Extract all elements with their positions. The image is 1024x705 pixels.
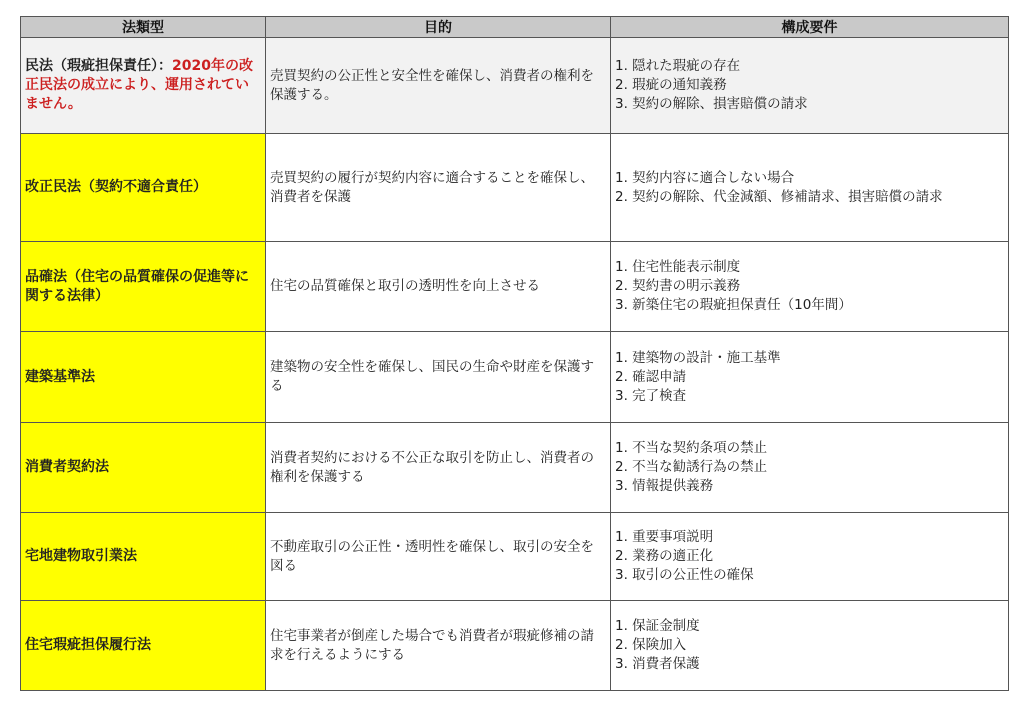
purpose-cell[interactable]: 消費者契約における不公正な取引を防止し、消費者の権利を保護する bbox=[266, 423, 611, 513]
law-type-cell[interactable]: 建築基準法 bbox=[21, 332, 266, 423]
requirement-item: 1. 保証金制度 bbox=[615, 618, 700, 634]
header-law-type: 法類型 bbox=[21, 17, 266, 38]
header-purpose: 目的 bbox=[266, 17, 611, 38]
requirements-cell[interactable] bbox=[611, 601, 1009, 691]
requirements-cell[interactable] bbox=[611, 242, 1009, 332]
requirement-item: 3. 完了検査 bbox=[615, 387, 687, 404]
requirement-item: 3. 新築住宅の瑕疵担保責任（10年間） bbox=[615, 297, 852, 313]
table-row bbox=[21, 332, 1009, 423]
table-row bbox=[21, 423, 1009, 513]
law-status-note: 2020年の改正民法の成立により、運用されていません。 bbox=[25, 58, 253, 112]
requirement-item: 2. 確認申請 bbox=[615, 368, 687, 385]
header-requirements: 構成要件 bbox=[611, 17, 1009, 38]
requirement-item: 1. 不当な契約条項の禁止 bbox=[615, 440, 768, 456]
requirements-cell[interactable] bbox=[611, 134, 1009, 242]
requirement-item: 3. 取引の公正性の確保 bbox=[615, 567, 754, 583]
table-row bbox=[21, 38, 1009, 134]
table-row bbox=[21, 601, 1009, 691]
law-type-cell[interactable] bbox=[21, 38, 266, 134]
requirement-item: 1. 隠れた瑕疵の存在 bbox=[615, 58, 741, 74]
law-type-cell[interactable]: 住宅瑕疵担保履行法 bbox=[21, 601, 266, 691]
requirements-cell[interactable] bbox=[611, 423, 1009, 513]
purpose-cell[interactable]: 売買契約の履行が契約内容に適合することを確保し、消費者を保護 bbox=[266, 134, 611, 242]
requirement-item: 2. 契約書の明示義務 bbox=[615, 278, 741, 294]
purpose-cell[interactable]: 不動産取引の公正性・透明性を確保し、取引の安全を図る bbox=[266, 513, 611, 601]
requirement-item: 2. 契約の解除、代金減額、修補請求、損害賠償の請求 bbox=[615, 188, 943, 205]
requirements-cell[interactable] bbox=[611, 38, 1009, 134]
requirement-item: 2. 不当な勧誘行為の禁止 bbox=[615, 459, 768, 475]
requirement-item: 2. 業務の適正化 bbox=[615, 548, 714, 564]
purpose-cell[interactable]: 住宅の品質確保と取引の透明性を向上させる bbox=[266, 242, 611, 332]
table-row bbox=[21, 134, 1009, 242]
requirement-item: 2. 瑕疵の通知義務 bbox=[615, 77, 727, 93]
requirements-cell[interactable] bbox=[611, 332, 1009, 423]
table-row bbox=[21, 513, 1009, 601]
requirement-item: 1. 住宅性能表示制度 bbox=[615, 259, 741, 275]
law-comparison-sheet bbox=[20, 16, 1008, 691]
requirement-item: 2. 保険加入 bbox=[615, 637, 687, 653]
law-type-cell[interactable]: 改正民法（契約不適合責任） bbox=[21, 134, 266, 242]
law-type-cell[interactable]: 消費者契約法 bbox=[21, 423, 266, 513]
requirement-item: 1. 重要事項説明 bbox=[615, 529, 714, 545]
requirement-item: 1. 建築物の設計・施工基準 bbox=[615, 349, 781, 366]
purpose-cell[interactable]: 売買契約の公正性と安全性を確保し、消費者の権利を保護する。 bbox=[266, 38, 611, 134]
law-name: 民法（瑕疵担保責任）： bbox=[25, 58, 172, 74]
law-type-cell[interactable]: 品確法（住宅の品質確保の促進等に関する法律） bbox=[21, 242, 266, 332]
requirement-item: 3. 消費者保護 bbox=[615, 656, 700, 672]
law-comparison-table bbox=[20, 16, 1009, 691]
header-row bbox=[21, 17, 1009, 38]
purpose-cell[interactable]: 住宅事業者が倒産した場合でも消費者が瑕疵修補の請求を行えるようにする bbox=[266, 601, 611, 691]
requirements-cell[interactable] bbox=[611, 513, 1009, 601]
purpose-cell[interactable]: 建築物の安全性を確保し、国民の生命や財産を保護する bbox=[266, 332, 611, 423]
table-row bbox=[21, 242, 1009, 332]
requirement-item: 3. 契約の解除、損害賠償の請求 bbox=[615, 96, 808, 112]
law-type-cell[interactable]: 宅地建物取引業法 bbox=[21, 513, 266, 601]
requirement-item: 1. 契約内容に適合しない場合 bbox=[615, 169, 795, 186]
requirement-item: 3. 情報提供義務 bbox=[615, 478, 714, 494]
